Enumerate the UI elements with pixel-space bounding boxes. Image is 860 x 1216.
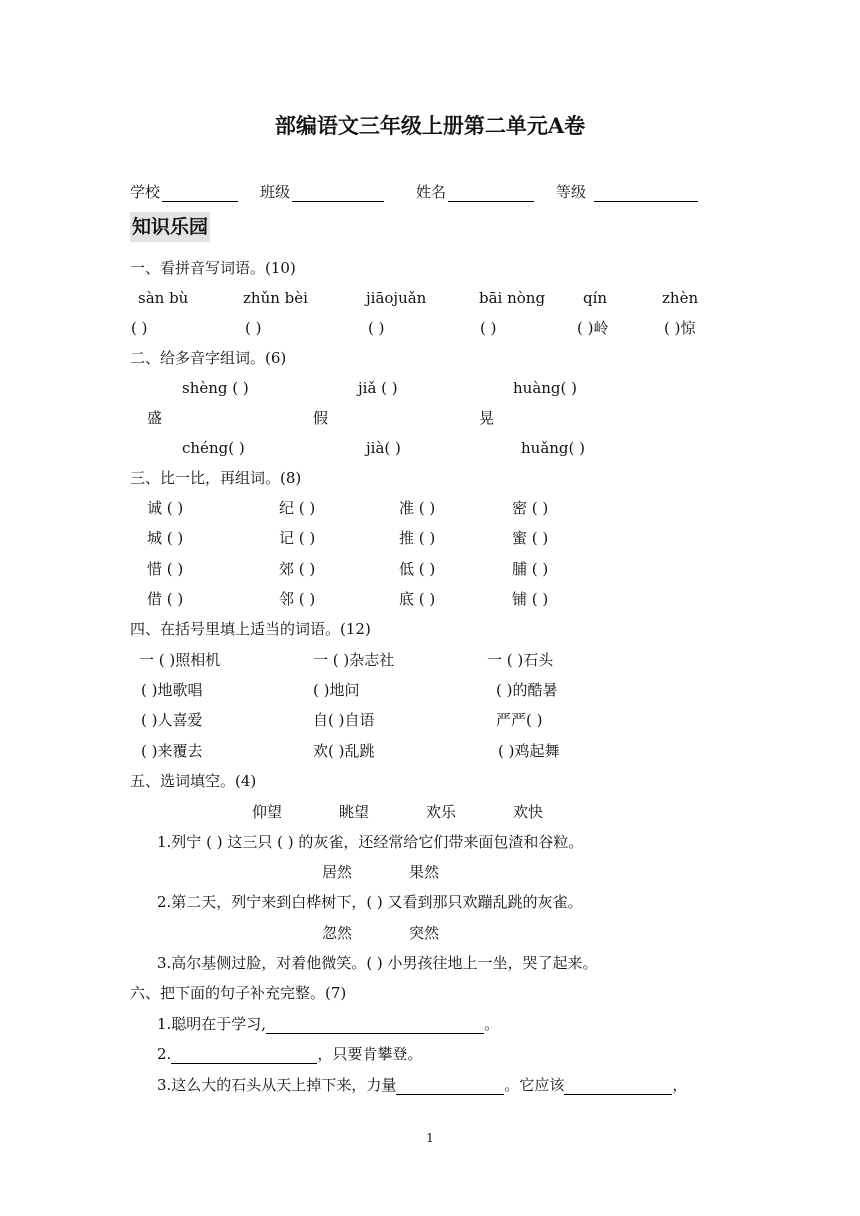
q6-sentence-3 bbox=[157, 1075, 687, 1095]
q2-char: 晃 bbox=[479, 409, 495, 427]
q4-item[interactable]: 一 ( )照相机 bbox=[139, 651, 221, 669]
q1-pinyin: jiāojuǎn bbox=[366, 289, 427, 307]
q3-item[interactable]: 脯 ( ) bbox=[512, 560, 549, 578]
q3-item[interactable]: 蜜 ( ) bbox=[512, 529, 549, 547]
q1-answer[interactable]: ( )惊 bbox=[664, 319, 696, 337]
q5-word-option: 欢快 bbox=[513, 803, 544, 821]
grade-blank[interactable] bbox=[594, 185, 698, 202]
q6-text: ，只要肯攀登。 bbox=[317, 1045, 423, 1063]
q1-pinyin: sàn bù bbox=[138, 289, 189, 307]
q3-heading: 三、比一比，再组词。(8) bbox=[130, 469, 302, 487]
q4-item[interactable]: 自( )自语 bbox=[313, 711, 375, 729]
q1-heading: 一、看拼音写词语。(10) bbox=[130, 259, 296, 277]
q1-answer[interactable]: ( ) bbox=[131, 319, 148, 337]
class-label: 班级 bbox=[260, 183, 291, 201]
q3-item[interactable]: 城 ( ) bbox=[147, 529, 184, 547]
q3-item[interactable]: 郊 ( ) bbox=[279, 560, 316, 578]
q3-item[interactable]: 准 ( ) bbox=[399, 499, 436, 517]
q4-item[interactable]: ( )地问 bbox=[313, 681, 360, 699]
q3-item[interactable]: 记 ( ) bbox=[279, 529, 316, 547]
q4-heading: 四、在括号里填上适当的词语。(12) bbox=[130, 620, 371, 638]
q1-pinyin: qín bbox=[583, 289, 608, 307]
q5-word-option: 突然 bbox=[409, 924, 440, 942]
q4-item[interactable]: 一 ( )杂志社 bbox=[313, 651, 395, 669]
q5-word-option: 果然 bbox=[409, 863, 440, 881]
q4-item[interactable]: ( )来覆去 bbox=[141, 742, 203, 760]
school-blank[interactable] bbox=[162, 185, 238, 202]
name-blank[interactable] bbox=[448, 185, 534, 202]
q1-answer[interactable]: ( ) bbox=[480, 319, 497, 337]
q1-answer[interactable]: ( )岭 bbox=[577, 319, 609, 337]
q3-item[interactable]: 密 ( ) bbox=[512, 499, 549, 517]
q5-word-option: 欢乐 bbox=[426, 803, 457, 821]
q2-char: 假 bbox=[313, 409, 329, 427]
q3-item[interactable]: 惜 ( ) bbox=[147, 560, 184, 578]
q4-item[interactable]: ( )人喜爱 bbox=[141, 711, 203, 729]
q1-answer[interactable]: ( ) bbox=[368, 319, 385, 337]
q4-item[interactable]: 一 ( )石头 bbox=[487, 651, 554, 669]
q1-pinyin: zhèn bbox=[662, 289, 699, 307]
q5-word-option: 忽然 bbox=[322, 924, 353, 942]
q5-sentence[interactable]: 2.第二天，列宁来到白桦树下，( ) 又看到那只欢蹦乱跳的灰雀。 bbox=[157, 893, 583, 911]
q4-item[interactable]: 严严( ) bbox=[496, 711, 543, 729]
q1-answer[interactable]: ( ) bbox=[245, 319, 262, 337]
class-field bbox=[260, 182, 384, 202]
q4-item[interactable]: ( )地歌唱 bbox=[141, 681, 203, 699]
q3-item[interactable]: 诚 ( ) bbox=[147, 499, 184, 517]
q2-reading[interactable]: jiǎ ( ) bbox=[358, 379, 398, 397]
q6-answer-blank[interactable] bbox=[396, 1078, 504, 1095]
q2-char: 盛 bbox=[147, 409, 163, 427]
q5-sentence[interactable]: 3.高尔基侧过脸，对着他微笑。( ) 小男孩往地上一坐，哭了起来。 bbox=[157, 954, 598, 972]
page-number: 1 bbox=[426, 1131, 434, 1145]
name-label: 姓名 bbox=[416, 183, 447, 201]
school-label: 学校 bbox=[130, 183, 161, 201]
section-banner: 知识乐园 bbox=[130, 212, 210, 242]
class-blank[interactable] bbox=[292, 185, 384, 202]
q6-text: 1.聪明在于学习, bbox=[157, 1015, 267, 1033]
q3-item[interactable]: 邻 ( ) bbox=[279, 590, 316, 608]
q3-item[interactable]: 底 ( ) bbox=[399, 590, 436, 608]
name-field bbox=[416, 182, 534, 202]
q6-heading: 六、把下面的句子补充完整。(7) bbox=[130, 984, 347, 1002]
q6-answer-blank[interactable] bbox=[171, 1047, 317, 1064]
q6-text: 3.这么大的石头从天上掉下来，力量 bbox=[157, 1076, 397, 1094]
grade-label: 等级 bbox=[556, 183, 587, 201]
q2-reading[interactable]: huǎng( ) bbox=[521, 439, 585, 457]
q3-item[interactable]: 低 ( ) bbox=[399, 560, 436, 578]
q4-item[interactable]: ( )鸡起舞 bbox=[498, 742, 560, 760]
page-title: 部编语文三年级上册第二单元A卷 bbox=[274, 113, 586, 138]
q6-text: ， bbox=[672, 1076, 688, 1094]
q5-word-option: 居然 bbox=[322, 863, 353, 881]
q6-sentence-2 bbox=[157, 1044, 422, 1064]
q5-word-option: 仰望 bbox=[252, 803, 283, 821]
q6-sentence-1 bbox=[157, 1014, 499, 1034]
q5-heading: 五、选词填空。(4) bbox=[130, 772, 257, 790]
school-field bbox=[130, 182, 238, 202]
q2-reading[interactable]: huàng( ) bbox=[513, 379, 577, 397]
q3-item[interactable]: 借 ( ) bbox=[147, 590, 184, 608]
q1-pinyin: bāi nòng bbox=[479, 289, 546, 307]
q3-item[interactable]: 铺 ( ) bbox=[512, 590, 549, 608]
grade-field bbox=[556, 182, 698, 202]
q2-heading: 二、给多音字组词。(6) bbox=[130, 349, 287, 367]
q6-text: 。它应该 bbox=[504, 1076, 565, 1094]
q3-item[interactable]: 纪 ( ) bbox=[279, 499, 316, 517]
q4-item[interactable]: ( )的酷暑 bbox=[496, 681, 558, 699]
q2-reading[interactable]: shèng ( ) bbox=[182, 379, 249, 397]
q5-sentence[interactable]: 1.列宁 ( ) 这三只 ( ) 的灰雀，还经常给它们带来面包渣和谷粒。 bbox=[157, 833, 584, 851]
q3-item[interactable]: 推 ( ) bbox=[399, 529, 436, 547]
q6-text: 。 bbox=[484, 1015, 500, 1033]
q4-item[interactable]: 欢( )乱跳 bbox=[313, 742, 375, 760]
q2-reading[interactable]: chéng( ) bbox=[182, 439, 245, 457]
q5-word-option: 眺望 bbox=[339, 803, 370, 821]
q6-answer-blank[interactable] bbox=[266, 1017, 484, 1034]
q6-text: 2. bbox=[157, 1045, 172, 1063]
q6-answer-blank[interactable] bbox=[564, 1078, 672, 1095]
q2-reading[interactable]: jià( ) bbox=[366, 439, 401, 457]
q1-pinyin: zhǔn bèi bbox=[243, 289, 308, 307]
